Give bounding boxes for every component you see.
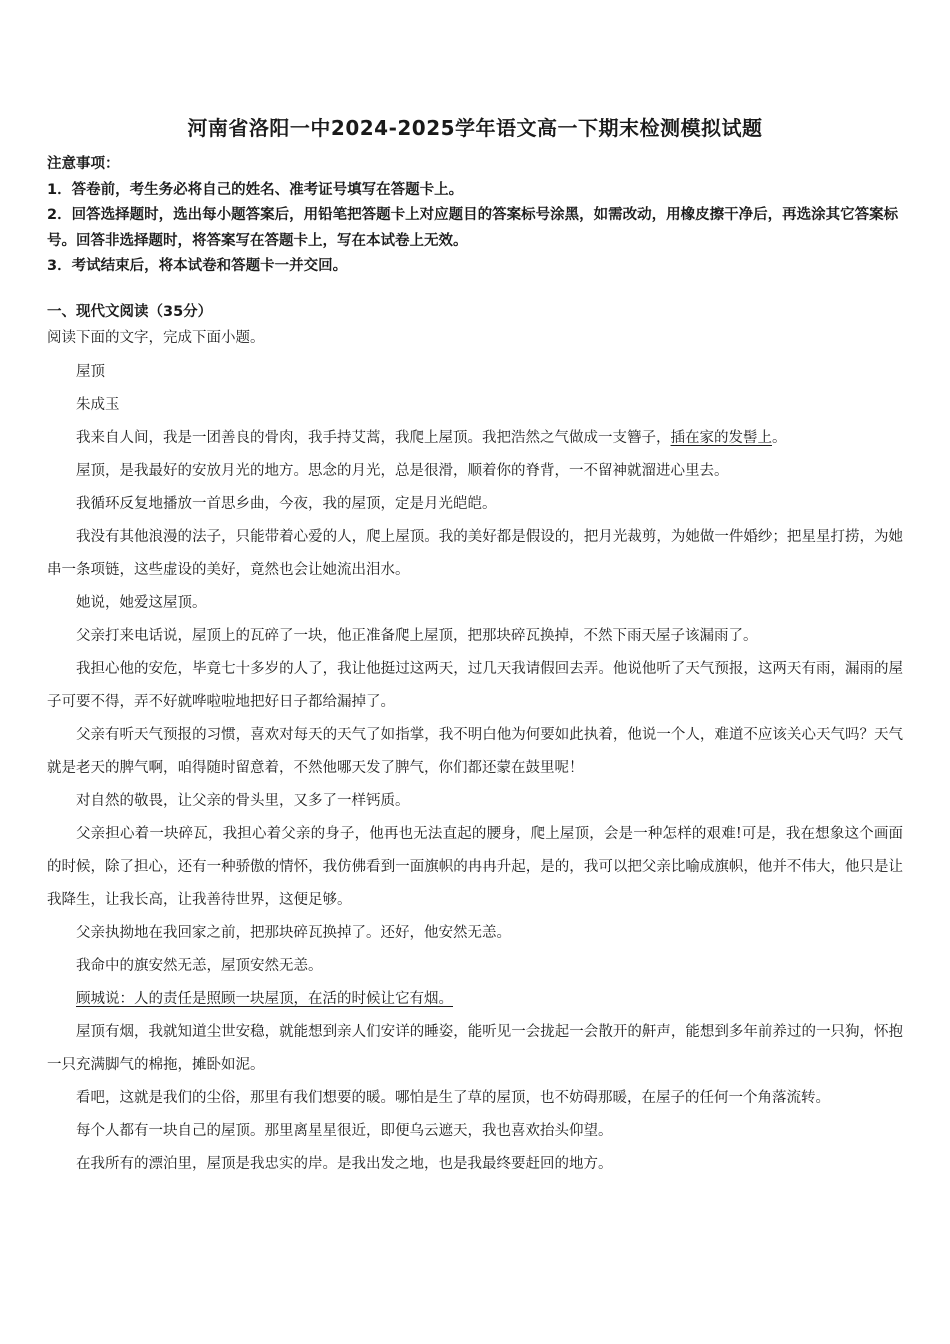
section-heading: 一、现代文阅读（35分） <box>47 304 213 320</box>
paragraph: 我命中的旗安然无恙，屋顶安然无恙。 <box>76 958 323 974</box>
notice-item: 1．答卷前，考生务必将自己的姓名、准考证号填写在答题卡上。 <box>47 181 464 198</box>
paragraph: 她说，她爱这屋顶。 <box>76 595 207 611</box>
paragraph: 父亲有听天气预报的习惯，喜欢对每天的天气了如指掌，我不明白他为何要如此执着，他说一个人，难道不应该关心天气吗？天气就是老天的脾气啊，咱得随时留意着，不然他哪天发了脾气，你们都还蒙在鼓里呢！ <box>47 727 903 776</box>
paragraph <box>47 422 903 455</box>
paragraph: 对自然的敬畏，让父亲的骨头里，又多了一样钙质。 <box>76 793 410 809</box>
paragraph: 我担心他的安危，毕竟七十多岁的人了，我让他挺过这两天，过几天我请假回去弄。他说他听了天气预报，这两天有雨，漏雨的屋子可要不得，弄不好就哗啦啦地把好日子都给漏掉了。 <box>47 661 903 710</box>
passage-title: 屋顶 <box>76 364 105 380</box>
paragraph-text: 我来自人间，我是一团善良的骨肉，我手持艾蒿，我爬上屋顶。我把浩然之气做成一支簪子， <box>76 430 671 446</box>
page-title: 河南省洛阳一中2024-2025学年语文高一下期末检测模拟试题 <box>187 116 763 140</box>
notice-heading: 注意事项： <box>47 156 120 172</box>
paragraph: 父亲执拗地在我回家之前，把那块碎瓦换掉了。还好，他安然无恙。 <box>76 925 511 941</box>
paragraph: 父亲担心着一块碎瓦，我担心着父亲的身子，他再也无法直起的腰身，爬上屋顶，会是一种怎样的艰难!可是，我在想象这个画面的时候，除了担心，还有一种骄傲的情怀，我仿佛看到一面旗帜的冉冉升起，是的，我可以把父亲比喻成旗帜，他并不伟大，他只是让我降生，让我长高，让我善待世界，这便足够。 <box>47 826 903 908</box>
underlined-quote: 顾城说：人的责任是照顾一块屋顶，在活的时候让它有烟。 <box>76 991 453 1007</box>
notice-item: 2．回答选择题时，选出每小题答案后，用铅笔把答题卡上对应题目的答案标号涂黑，如需改动，用橡皮擦干净后，再选涂其它答案标号。回答非选择题时，将答案写在答题卡上，写在本试卷上无效。 <box>47 207 899 249</box>
paragraph-punctuation: 。 <box>772 430 787 446</box>
notice-item: 3．考试结束后，将本试卷和答题卡一并交回。 <box>47 258 348 274</box>
reading-instruction: 阅读下面的文字，完成下面小题。 <box>47 330 265 346</box>
paragraph: 每个人都有一块自己的屋顶。那里离星星很近，即便乌云遮天，我也喜欢抬头仰望。 <box>76 1123 613 1139</box>
paragraph: 在我所有的漂泊里，屋顶是我忠实的岸。是我出发之地，也是我最终要赶回的地方。 <box>76 1156 613 1172</box>
passage-body <box>47 356 903 1181</box>
paragraph: 我循环反复地播放一首思乡曲，今夜，我的屋顶，定是月光皑皑。 <box>76 496 497 512</box>
paragraph <box>47 983 903 1016</box>
passage-author: 朱成玉 <box>76 397 120 413</box>
paragraph: 屋顶，是我最好的安放月光的地方。思念的月光，总是很滑，顺着你的脊背，一不留神就溜进心里去。 <box>76 463 729 479</box>
paragraph: 屋顶有烟，我就知道尘世安稳，就能想到亲人们安详的睡姿，能听见一会拢起一会散开的鼾声，能想到多年前养过的一只狗，怀抱一只充满脚气的棉拖，摊卧如泥。 <box>47 1024 903 1073</box>
underlined-phrase: 插在家的发髻上 <box>670 430 772 446</box>
paragraph: 看吧，这就是我们的尘俗，那里有我们想要的暖。哪怕是生了草的屋顶，也不妨碍那暖，在屋子的任何一个角落流转。 <box>76 1090 830 1106</box>
paragraph: 父亲打来电话说，屋顶上的瓦碎了一块，他正准备爬上屋顶，把那块碎瓦换掉，不然下雨天屋子该漏雨了。 <box>76 628 758 644</box>
notice-block <box>47 152 903 280</box>
paragraph: 我没有其他浪漫的法子，只能带着心爱的人，爬上屋顶。我的美好都是假设的，把月光裁剪，为她做一件婚纱；把星星打捞，为她串一条项链，这些虚设的美好，竟然也会让她流出泪水。 <box>47 529 903 578</box>
